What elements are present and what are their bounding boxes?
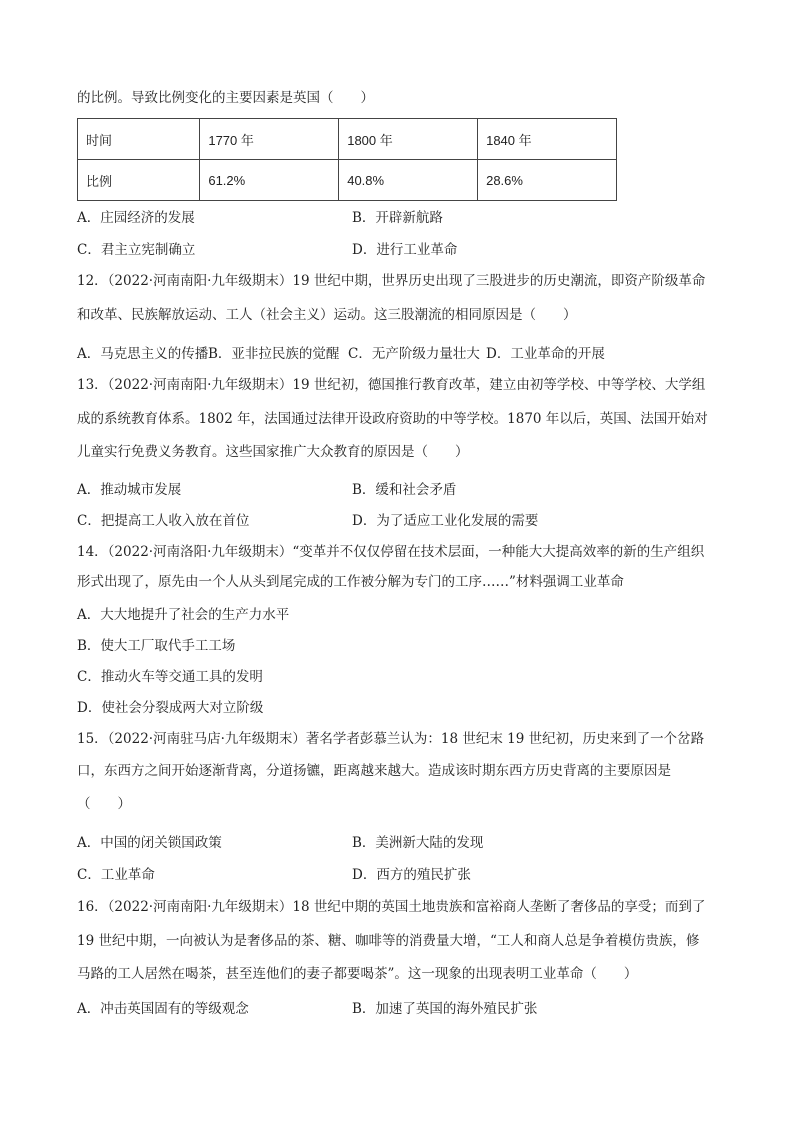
option-c: C．把提高工人收入放在首位 <box>77 513 250 529</box>
question-12-line: 和改革、民族解放运动、工人（社会主义）运动。这三股潮流的相同原因是（ ） <box>77 307 577 323</box>
question-13-line: 儿童实行免费义务教育。这些国家推广大众教育的原因是（ ） <box>77 444 469 460</box>
question-13-line: 13．（2022·河南南阳·九年级期末）19 世纪初，德国推行教育改革，建立由初等学校、中等学校、大学组 <box>77 377 706 393</box>
option-c: C．推动火车等交通工具的发明 <box>77 669 263 685</box>
option-d: D．工业革命的开展 <box>486 346 605 362</box>
question-14-line: 14．（2022·河南洛阳·九年级期末）“变革并不仅仅停留在技术层面，一种能大大提高效率的新的生产组织 <box>77 544 705 560</box>
table-row <box>78 119 617 160</box>
ratio-table <box>77 118 617 201</box>
option-a: A．中国的闭关锁国政策 <box>77 835 222 851</box>
table-cell: 61.2% <box>200 160 339 201</box>
option-a: A．推动城市发展 <box>77 482 182 498</box>
option-a: A．大大地提升了社会的生产力水平 <box>77 607 290 623</box>
option-b: B．加速了英国的海外殖民扩张 <box>352 1001 538 1017</box>
question-16-line: 16．（2022·河南南阳·九年级期末）18 世纪中期的英国土地贵族和富裕商人垄断了奢侈品的享受；而到了 <box>77 899 706 915</box>
table-cell: 时间 <box>78 119 200 160</box>
option-c: C．无产阶级力量壮大 <box>348 346 480 362</box>
table-cell: 1840 年 <box>478 119 617 160</box>
option-a: A．庄园经济的发展 <box>77 210 195 226</box>
table-cell: 1800 年 <box>339 119 478 160</box>
option-d: D．西方的殖民扩张 <box>352 867 471 883</box>
option-b: B．缓和社会矛盾 <box>352 482 457 498</box>
question-16-line: 马路的工人居然在喝茶，甚至连他们的妻子都要喝茶”。这一现象的出现表明工业革命（ ） <box>77 966 638 982</box>
question-15-line: （ ） <box>77 796 131 812</box>
option-b: B．开辟新航路 <box>352 210 443 226</box>
option-d: D．进行工业革命 <box>352 242 458 258</box>
option-c: C．君主立宪制确立 <box>77 242 196 258</box>
option-c: C．工业革命 <box>77 867 155 883</box>
option-b: B．使大工厂取代手工工场 <box>77 638 236 654</box>
question-16-line: 19 世纪中期，一向被认为是奢侈品的茶、糖、咖啡等的消费量大增，“工人和商人总是争着模仿贵族，修 <box>77 933 700 949</box>
question-13-line: 成的系统教育体系。1802 年，法国通过法律开设政府资助的中等学校。1870 年以后，英国、法国开始对 <box>77 411 708 427</box>
option-d: D．为了适应工业化发展的需要 <box>352 513 539 529</box>
option-a: A．马克思主义的传播 <box>77 346 209 362</box>
option-b: B．亚非拉民族的觉醒 <box>208 346 340 362</box>
table-cell: 1770 年 <box>200 119 339 160</box>
table-cell: 40.8% <box>339 160 478 201</box>
table-cell: 28.6% <box>478 160 617 201</box>
question-11-stem: 的比例。导致比例变化的主要因素是英国（ ） <box>77 90 374 106</box>
table-row <box>78 160 617 201</box>
option-b: B．美洲新大陆的发现 <box>352 835 484 851</box>
question-12-line: 12．（2022·河南南阳·九年级期末）19 世纪中期，世界历史出现了三股进步的历史潮流，即资产阶级革命 <box>77 273 706 289</box>
question-14-line: 形式出现了，原先由一个人从头到尾完成的工作被分解为专门的工序……”材料强调工业革命 <box>77 574 624 590</box>
option-a: A．冲击英国固有的等级观念 <box>77 1001 249 1017</box>
question-15-line: 口，东西方之间开始逐渐背离，分道扬镳，距离越来越大。造成该时期东西方历史背离的主要原因是 <box>77 763 671 779</box>
option-d: D．使社会分裂成两大对立阶级 <box>77 700 264 716</box>
question-15-line: 15．（2022·河南驻马店·九年级期末）著名学者彭慕兰认为：18 世纪末 19 世纪初，历史来到了一个岔路 <box>77 731 705 747</box>
table-cell: 比例 <box>78 160 200 201</box>
